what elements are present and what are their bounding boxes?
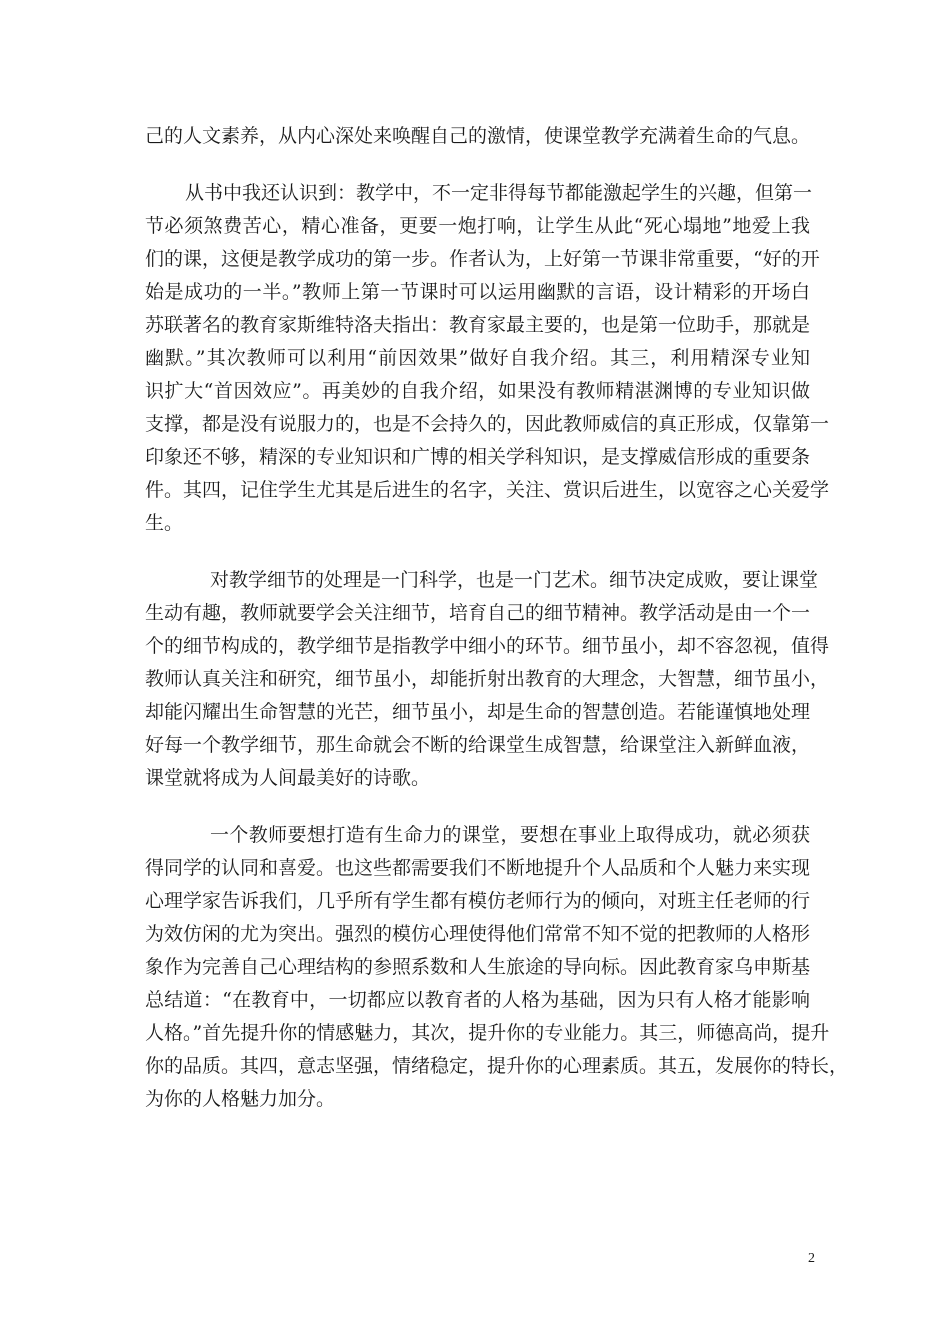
paragraph-line: 好每一个教学细节，那生命就会不断的给课堂生成智慧，给课堂注入新鲜血液， [145, 734, 811, 756]
paragraph-line: 从书中我还认识到：教学中，不一定非得每节都能激起学生的兴趣，但第一 [185, 182, 813, 204]
paragraph-line: 对教学细节的处理是一门科学，也是一门艺术。细节决定成败，要让课堂 [210, 569, 819, 591]
paragraph-line: 人格。”首先提升你的情感魅力，其次，提升你的专业能力。其三，师德高尚，提升 [145, 1022, 830, 1044]
paragraph-line: 支撑，都是没有说服力的，也是不会持久的，因此教师威信的真正形成，仅靠第一 [145, 413, 830, 435]
paragraph-line: 印象还不够，精深的专业知识和广博的相关学科知识，是支撑威信形成的重要条 [145, 446, 811, 468]
paragraph-line: 课堂就将成为人间最美好的诗歌。 [145, 767, 431, 789]
paragraph-line: 象作为完善自己心理结构的参照系数和人生旅途的导向标。因此教育家乌申斯基 [145, 956, 811, 978]
paragraph-line: 总结道：“在教育中，一切都应以教育者的人格为基础，因为只有人格才能影响 [145, 989, 810, 1011]
paragraph-line: 一个教师要想打造有生命力的课堂，要想在事业上取得成功，就必须获 [210, 824, 810, 846]
paragraph-line: 教师认真关注和研究，细节虽小，却能折射出教育的大理念，大智慧，细节虽小， [145, 668, 830, 690]
paragraph-line: 节必须煞费苦心，精心准备，更要一炮打响，让学生从此“死心塌地”地爱上我 [145, 215, 810, 237]
paragraph-line: 却能闪耀出生命智慧的光芒，细节虽小，却是生命的智慧创造。若能谨慎地处理 [145, 701, 811, 723]
paragraph-line: 个的细节构成的，教学细节是指教学中细小的环节。细节虽小，却不容忽视，值得 [145, 635, 830, 657]
paragraph-line: 己的人文素养，从内心深处来唤醒自己的激情，使课堂教学充满着生命的气息。 [145, 125, 811, 147]
paragraph-line: 件。其四，记住学生尤其是后进生的名字，关注、赏识后进生，以宽容之心关爱学 [145, 479, 830, 501]
paragraph-line: 苏联著名的教育家斯维特洛夫指出：教育家最主要的，也是第一位助手，那就是 [145, 314, 811, 336]
paragraph-line: 生动有趣，教师就要学会关注细节，培育自己的细节精神。教学活动是由一个一 [145, 602, 811, 624]
paragraph-line: 为你的人格魅力加分。 [145, 1088, 336, 1110]
paragraph-line: 为效仿闲的尤为突出。强烈的模仿心理使得他们常常不知不觉的把教师的人格形 [145, 923, 811, 945]
paragraph-line: 识扩大“首因效应”。再美妙的自我介绍，如果没有教师精湛渊博的专业知识做 [145, 380, 810, 402]
page-number: 2 [808, 1251, 815, 1266]
paragraph-line: 得同学的认同和喜爱。也这些都需要我们不断地提升个人品质和个人魅力来实现 [145, 857, 811, 879]
paragraph-line: 你的品质。其四，意志坚强，情绪稳定，提升你的心理素质。其五，发展你的特长， [145, 1055, 849, 1077]
paragraph-line: 心理学家告诉我们，几乎所有学生都有模仿老师行为的倾向，对班主任老师的行 [145, 890, 811, 912]
paragraph-line: 们的课，这便是教学成功的第一步。作者认为，上好第一节课非常重要，“好的开 [145, 248, 820, 270]
paragraph-line: 幽默。”其次教师可以利用“前因效果”做好自我介绍。其三，利用精深专业知 [145, 347, 810, 369]
paragraph-line: 始是成功的一半。”教师上第一节课时可以运用幽默的言语，设计精彩的开场白 [145, 281, 810, 303]
paragraph-line: 生。 [145, 512, 184, 534]
